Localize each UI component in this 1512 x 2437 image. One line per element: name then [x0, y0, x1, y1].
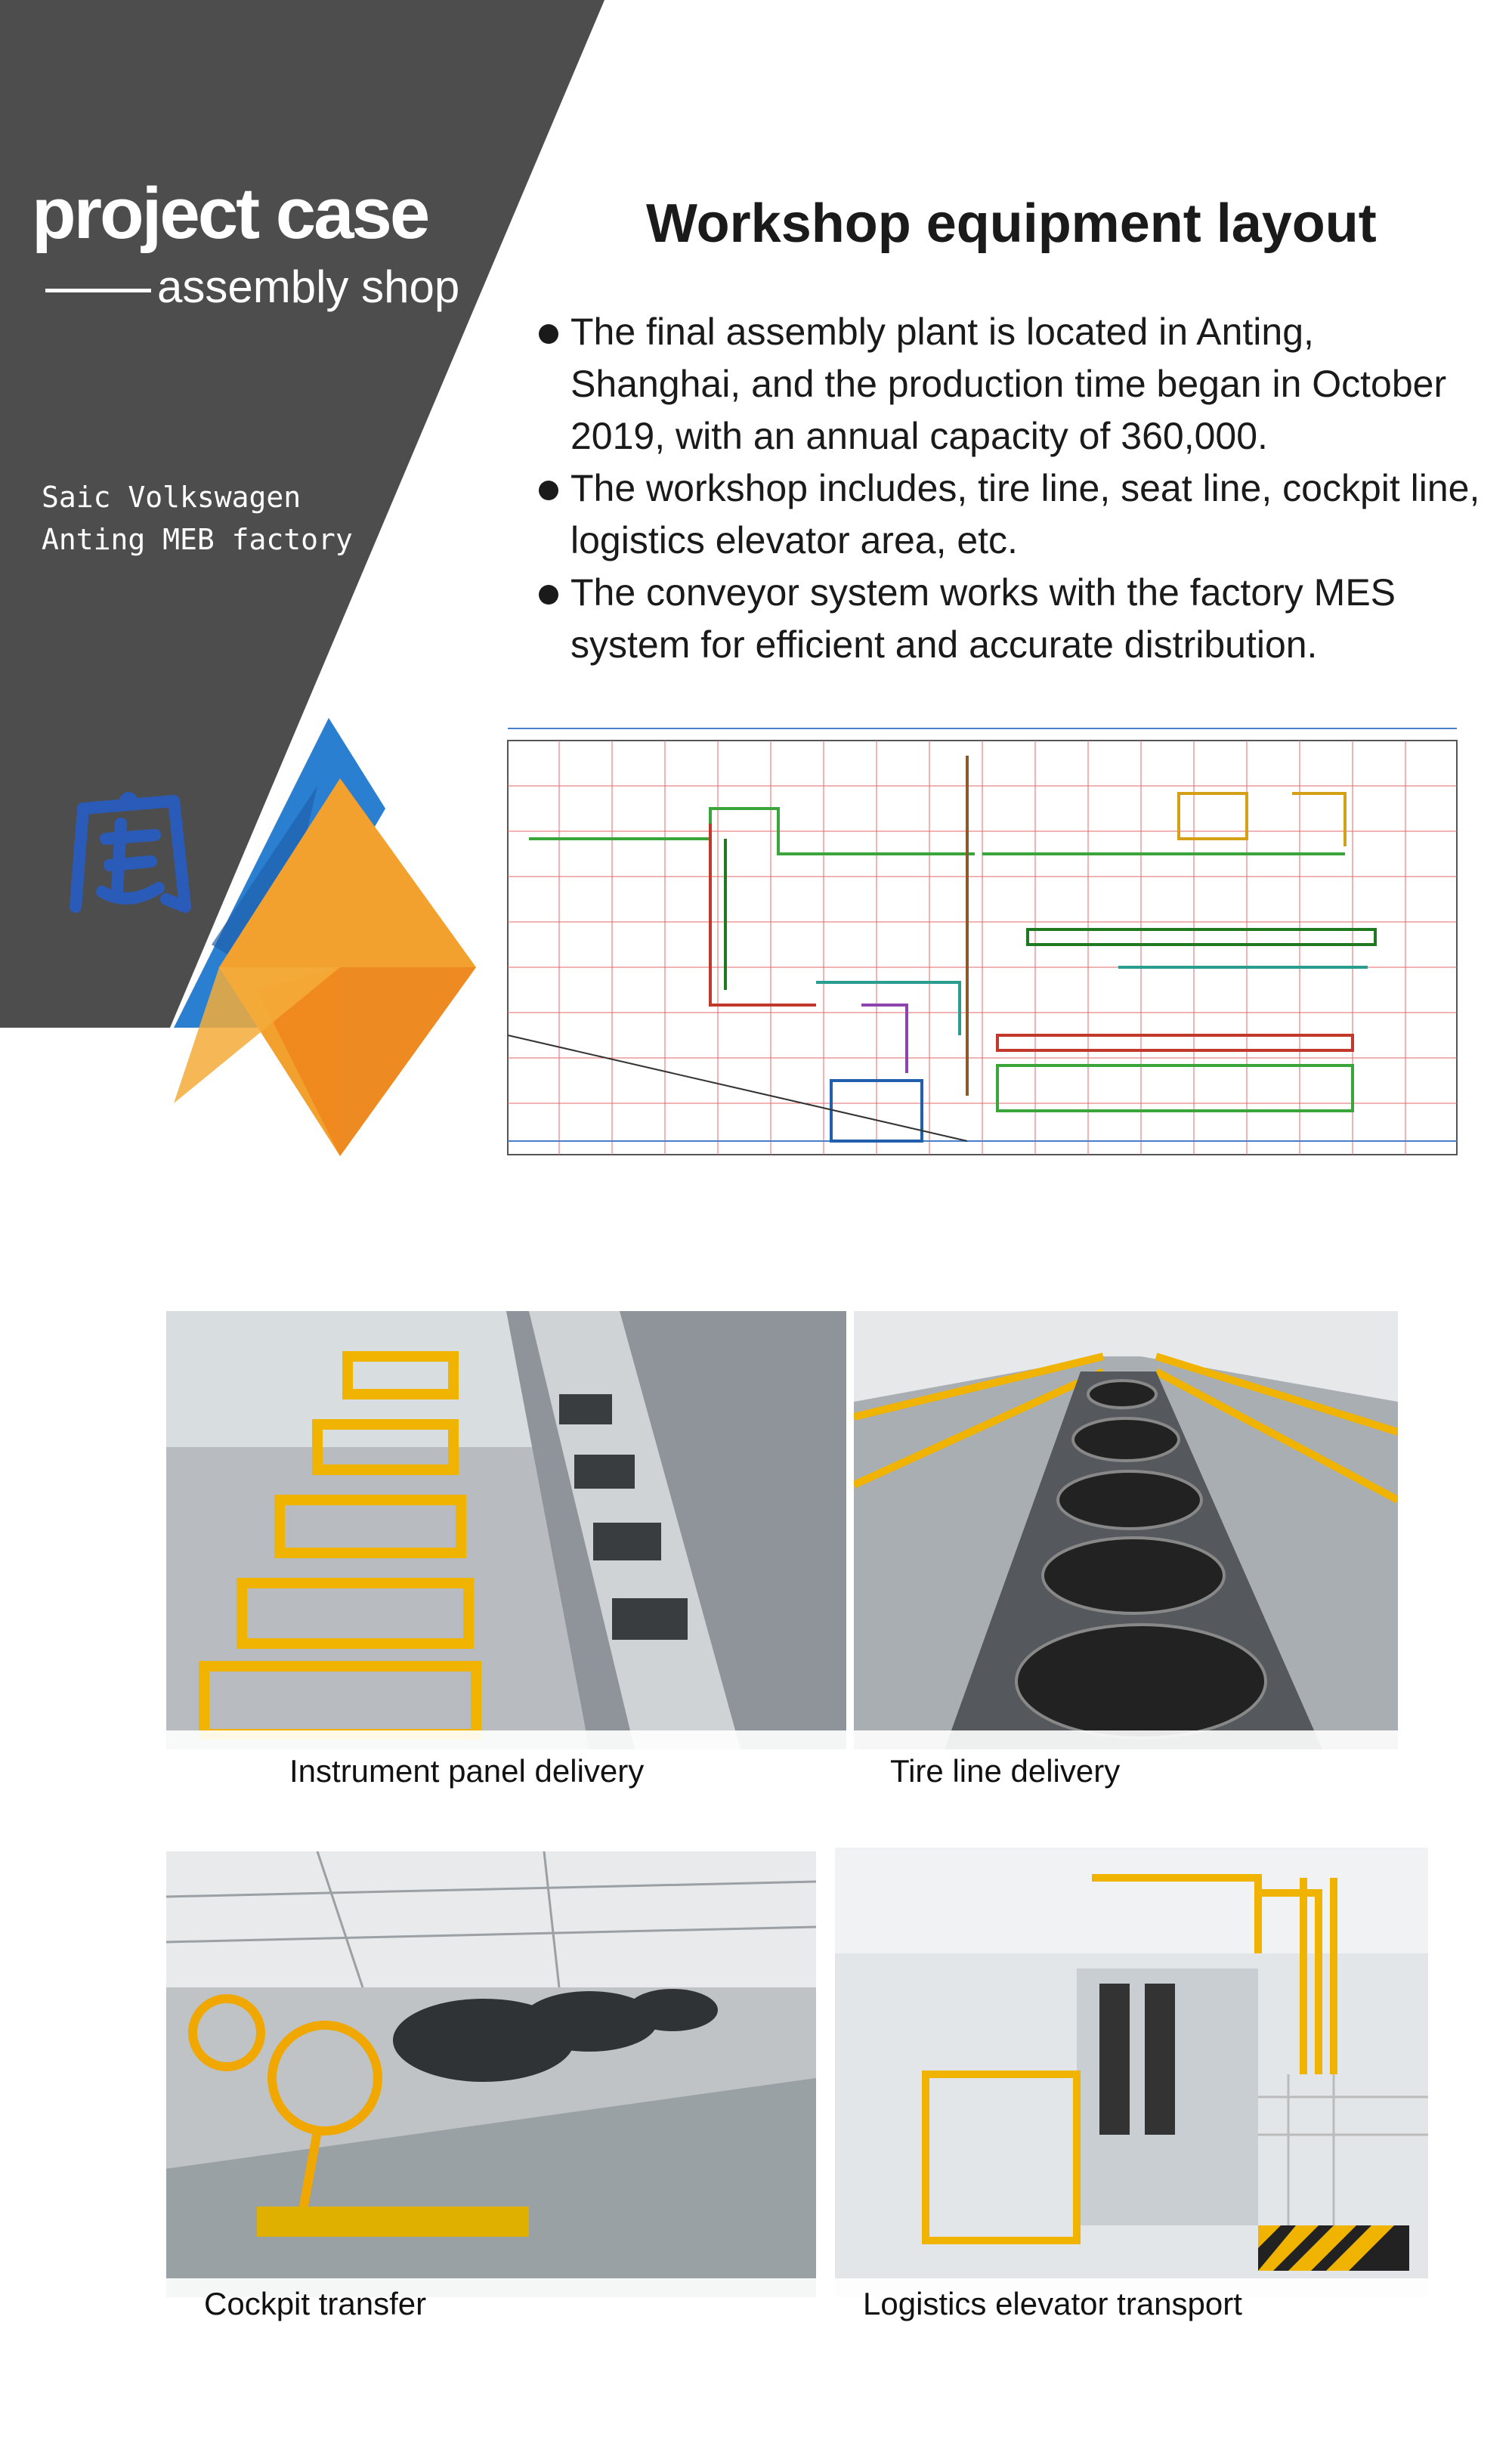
- elevator-photo-icon: [835, 1848, 1428, 2297]
- brand-subtitle: [45, 261, 499, 312]
- cockpit-line-photo-icon: [166, 1851, 816, 2297]
- photo-caption: Cockpit transfer: [204, 2286, 427, 2321]
- dash-line: [45, 289, 151, 292]
- list-item: [533, 567, 1485, 671]
- feature-list: [533, 306, 1485, 671]
- photo-cockpit-transfer: [166, 1851, 816, 2297]
- factory-name: Saic Volkswagen Anting MEB factory: [42, 481, 353, 556]
- list-item: [533, 462, 1485, 567]
- subtitle-text: assembly shop: [157, 261, 460, 312]
- bullet-icon: [539, 585, 558, 605]
- photo-instrument-panel: [166, 1311, 846, 1749]
- photo-caption: Tire line delivery: [890, 1753, 1121, 1789]
- list-item-text: The final assembly plant is located in Anting, Shanghai, and the production time began in October 2019, with an annual capacity of 360,000.: [570, 311, 1447, 457]
- decorative-diamonds: [166, 718, 484, 1179]
- brand-title: project case: [32, 173, 428, 254]
- workshop-layout-drawing: [499, 718, 1466, 1194]
- photo-caption: Logistics elevator transport: [863, 2286, 1242, 2321]
- tire-conveyor-photo-icon: [854, 1311, 1398, 1749]
- bullet-icon: [539, 481, 558, 500]
- photo-tire-line: [854, 1311, 1398, 1749]
- section-heading: Workshop equipment layout: [646, 193, 1377, 254]
- list-item-text: The conveyor system works with the factory MES system for efficient and accurate distribution.: [570, 571, 1396, 666]
- yellow-carrier-photo-icon: [166, 1311, 846, 1749]
- list-item: [533, 306, 1485, 462]
- list-item-text: The workshop includes, tire line, seat line, cockpit line, logistics elevator area, etc.: [570, 467, 1480, 561]
- bullet-icon: [539, 324, 558, 344]
- photo-caption: Instrument panel delivery: [289, 1753, 645, 1789]
- photo-logistics-elevator: [835, 1848, 1428, 2297]
